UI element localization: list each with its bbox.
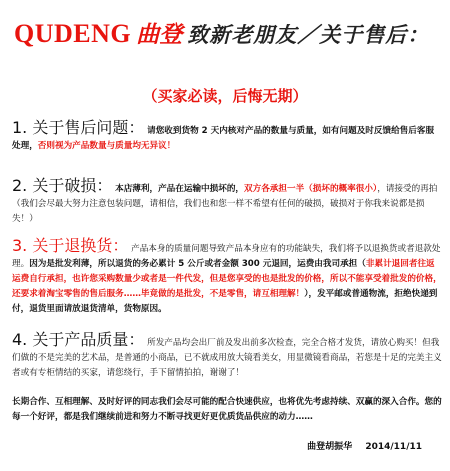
signature-date: 2014/11/11 xyxy=(365,442,422,452)
brand-name-cn: 曲登 xyxy=(136,21,183,48)
header xyxy=(14,14,436,54)
section-breakage xyxy=(12,176,442,227)
header-slogan: 致新老朋友／关于售后： xyxy=(187,22,430,47)
section-text-run: 否则视为产品数量与质量均无异议！ xyxy=(37,141,176,151)
section-text-run: 因为是批发利薄，所以退货的务必累计 5 公斤或者金额 300 元退回，运费由我司承担（ xyxy=(29,259,366,269)
brand-name: QUDENG xyxy=(14,19,132,48)
section-text-run: 所发产品均会出厂前及发出前多次检查，完全合格才发货，请放心购买！但我们做的不是完美的艺术品，是普通的小商品，已不就成用放大镜看美女，用显微镜看商品，若您是十足的完美主义者或有专柜情结的买家，请您绕行，手下留情拍拍，谢谢了！ xyxy=(12,338,442,378)
signature-name: 曲登胡振华 xyxy=(307,442,353,452)
section-title: 4. 关于产品质量： xyxy=(12,330,145,349)
must-read-notice: （买家必读，后悔无期） xyxy=(142,87,308,105)
section-text-run: 请您收到货物 2 天内核对产品的数量与质量，如有问题及时反馈给售后客服处理， xyxy=(12,126,435,151)
section-title: 1. 关于售后问题： xyxy=(12,118,145,137)
section-after-sales xyxy=(12,118,442,154)
section-quality xyxy=(12,330,442,381)
signature xyxy=(307,440,422,454)
section-text-run: ），发平邮或普通物流，拒绝快递到付，退货里面请放退货清单，货物原因。 xyxy=(12,289,438,314)
section-title: 3. 关于退换货： xyxy=(12,236,129,255)
section-text-run: 产品本身的质量问题导致产品本身应有的功能缺失，我们将予以退换货或者退款处理。 xyxy=(12,244,441,269)
closing-message: 长期合作、互相理解、及时好评的同志我们会尽可能的配合快速供应，也将优先考虑持续、双赢的深入合作。您的每一个好评，都是我们继续前进和努力不断寻找更好更优质货品供应的动力…… xyxy=(12,397,442,422)
section-text-run: 非累计退回者往返运费自行承担，也许您采购数量少或者是一件代发，但是您享受的也是批发的价格，所以不能享受着批发的价格，还要求着淘宝零售的售后服务……毕竟做的是批发，不是零售，请互相理解！ xyxy=(12,259,442,299)
section-text-run: 本店薄利，产品在运输中损坏的， xyxy=(115,184,245,194)
section-text-run: 双方各承担一半（损坏的概率很小） xyxy=(244,184,378,194)
section-title: 2. 关于破损： xyxy=(12,176,113,195)
section-returns xyxy=(12,236,442,317)
section-text-run: ，请接受的再拍（我们会尽最大努力注意包装问题，请相信，我们也和您一样不希望有任何的破损，破损对于你我来说都是损失！） xyxy=(12,184,438,224)
